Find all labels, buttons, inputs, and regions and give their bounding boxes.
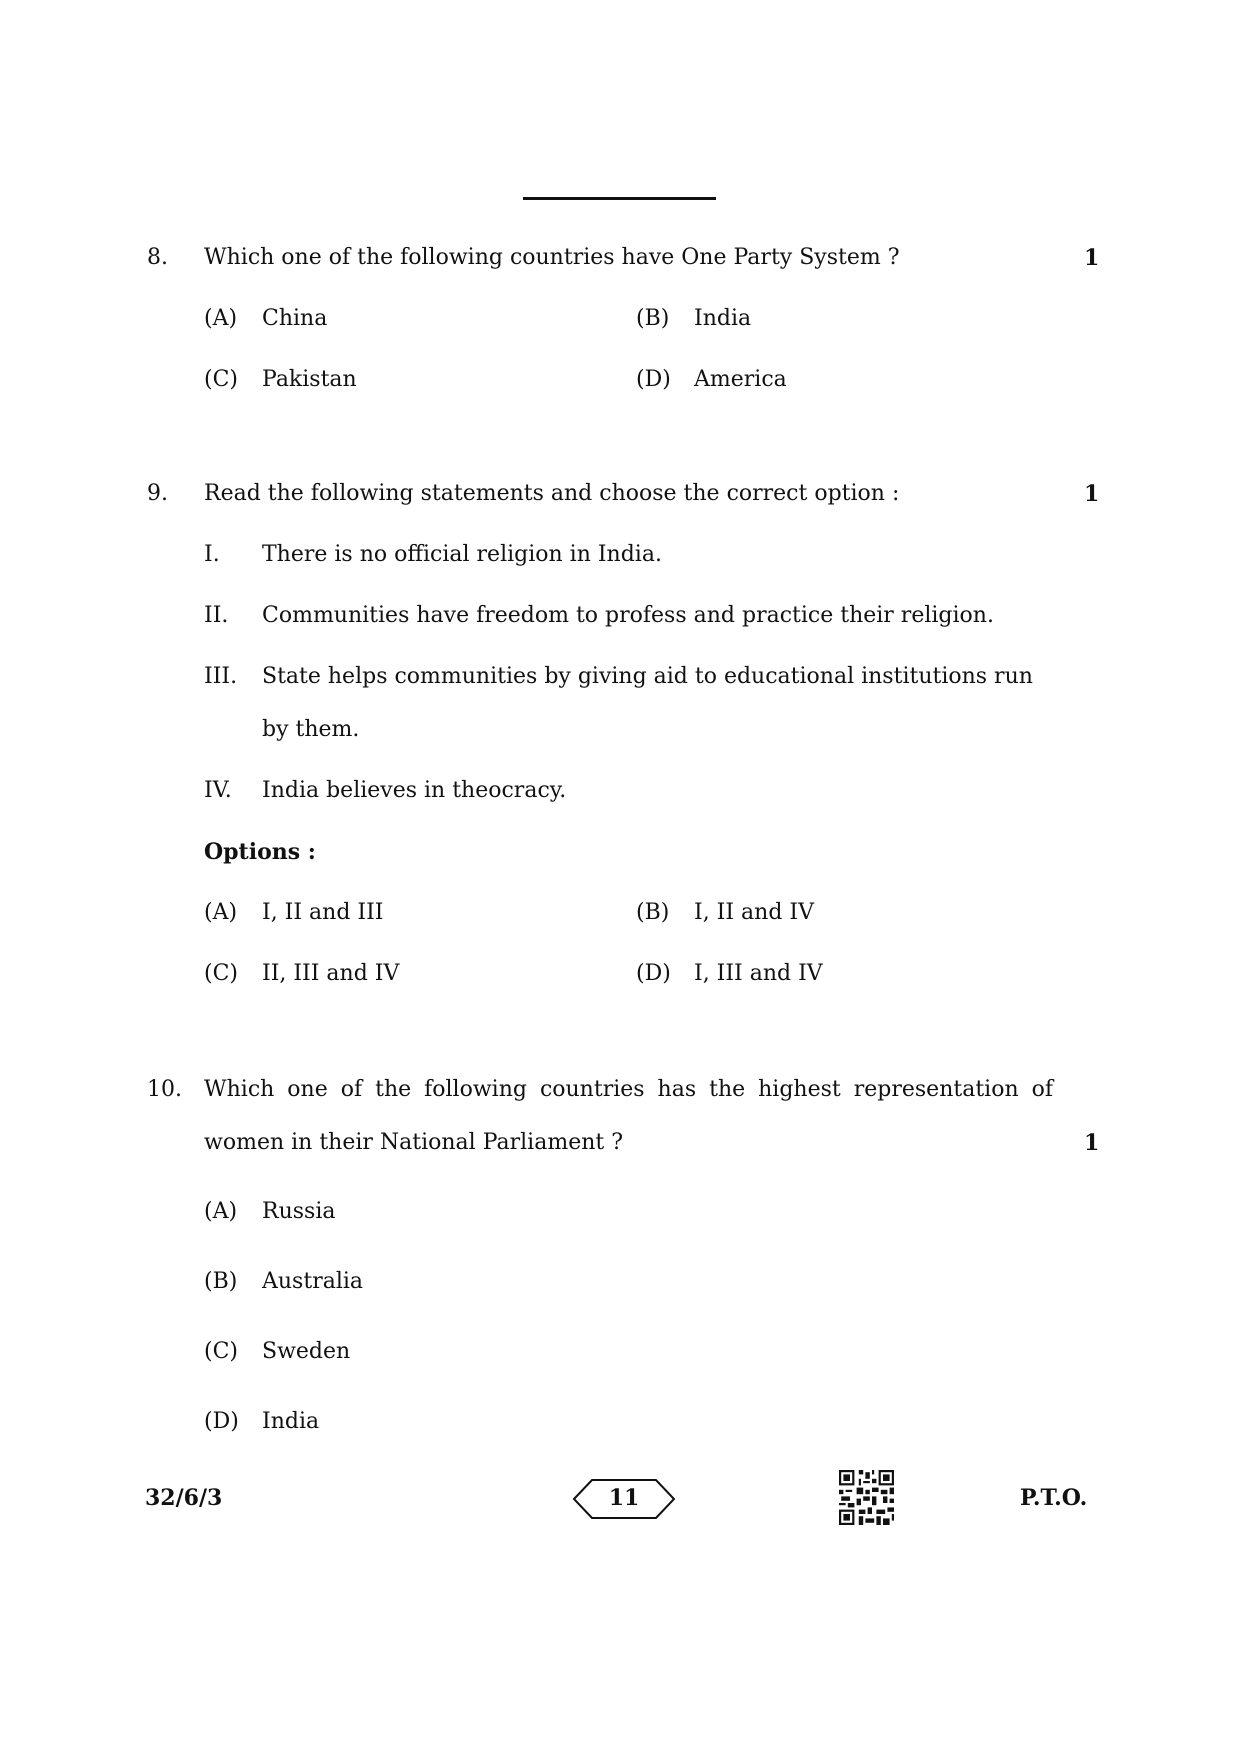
option-text: Russia [262,1199,336,1224]
question-text: Which one of the following countries have One Party System ? [204,245,900,270]
page-number-badge [572,1478,676,1520]
page-number: 11 [608,1485,640,1511]
option-label: (D) [636,367,671,392]
statement-label: IV. [204,778,232,803]
question-text: Read the following statements and choose the correct option : [204,481,900,506]
top-divider-rule [523,197,716,200]
question-number: 8. [147,245,168,270]
option-label: (A) [204,900,238,925]
statement-text-continued: by them. [262,717,360,742]
qr-code-icon [839,1470,894,1525]
question-text: Which one of the following countries has the highest representation of [204,1077,1054,1102]
option-text: America [694,367,787,392]
option-text: Australia [262,1269,364,1294]
option-text: Pakistan [262,367,357,392]
statement-label: I. [204,542,220,567]
option-label: (C) [204,1339,238,1364]
option-label: (A) [204,306,238,331]
option-label: (D) [204,1409,239,1434]
question-text-continued: women in their National Parliament ? [204,1130,624,1155]
option-label: (C) [204,367,238,392]
question-marks: 1 [1084,481,1100,507]
option-text: I, II and IV [694,900,814,925]
option-text: China [262,306,328,331]
option-text: India [262,1409,320,1434]
question-number: 10. [147,1077,182,1102]
option-text: India [694,306,752,331]
option-label: (B) [636,900,670,925]
option-text: II, III and IV [262,961,400,986]
statement-text: There is no official religion in India. [262,542,662,567]
please-turn-over: P.T.O. [1020,1485,1088,1511]
options-heading: Options : [204,839,316,865]
option-text: Sweden [262,1339,351,1364]
option-label: (B) [636,306,670,331]
statement-label: III. [204,664,238,689]
statement-label: II. [204,603,229,628]
question-marks: 1 [1084,245,1100,271]
option-text: I, III and IV [694,961,823,986]
question-marks: 1 [1084,1130,1100,1156]
statement-text: State helps communities by giving aid to educational institutions run [262,664,1033,689]
option-label: (D) [636,961,671,986]
statement-text: India believes in theocracy. [262,778,567,803]
question-number: 9. [147,481,168,506]
option-text: I, II and III [262,900,384,925]
option-label: (A) [204,1199,238,1224]
option-label: (B) [204,1269,238,1294]
statement-text: Communities have freedom to profess and practice their religion. [262,603,994,628]
paper-code: 32/6/3 [145,1485,223,1511]
option-label: (C) [204,961,238,986]
